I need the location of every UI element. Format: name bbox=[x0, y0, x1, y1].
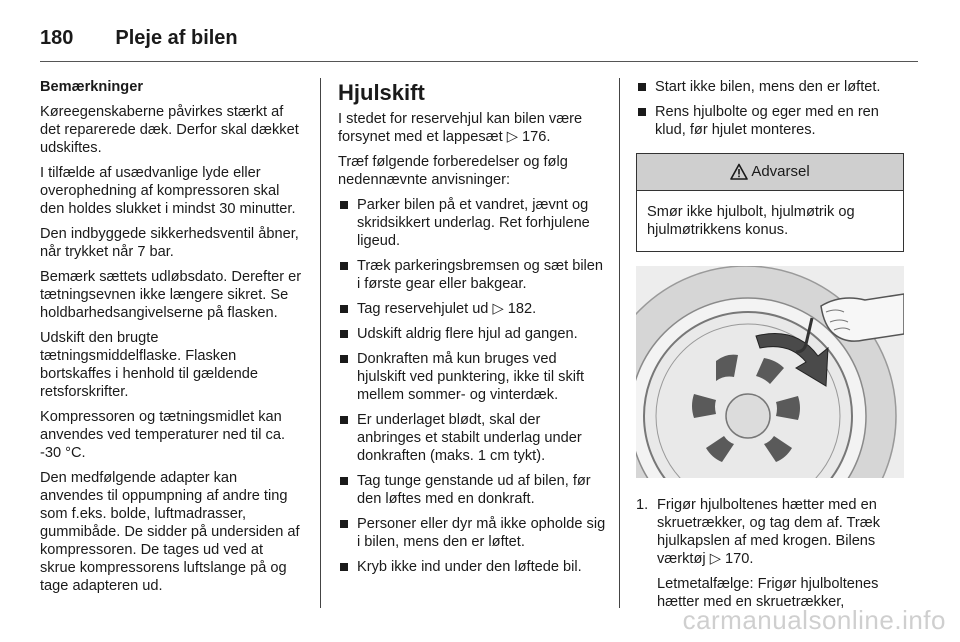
warning-text: Smør ikke hjulbolt, hjulmøtrik og hjulmøtrikkens konus. bbox=[647, 204, 855, 238]
intro-paragraph: I stedet for reservehjul kan bilen være forsynet med et lappesæt ▷ 176. bbox=[338, 111, 583, 145]
hubcap-illustration-drawing bbox=[636, 266, 904, 478]
notes-paragraph: Den indbyggede sikkerhedsventil åbner, når trykket når 7 bar. bbox=[40, 226, 299, 260]
notes-paragraph: Bemærk sættets udløbsdato. Derefter er tætningsevnen ikke længere sikret. Se holdbarhedsangivelserne på flasken. bbox=[40, 269, 302, 321]
column-notes bbox=[40, 78, 302, 602]
notes-paragraph: Den medfølgende adapter kan anvendes til oppumpning af andre ting som f.eks. bolde, luftmadrasser, gummibåde. De sidder på undersiden af kompressoren. De tages ud ved at skrue kompressorens luftslange på og tage adapteren ud. bbox=[40, 470, 300, 594]
list-item: Kryb ikke ind under den løftede bil. bbox=[338, 558, 606, 576]
header-divider bbox=[40, 61, 918, 62]
list-item: Donkraften må kun bruges ved hjulskift ved punktering, ikke til skift mellem sommer- og vinterdæk. bbox=[338, 350, 606, 404]
column-wheel-change bbox=[338, 80, 606, 583]
list-item: Træk parkeringsbremsen og sæt bilen i første gear eller bakgear. bbox=[338, 257, 606, 293]
step-number: 1. bbox=[636, 497, 649, 513]
hubcap-removal-illustration bbox=[636, 266, 904, 478]
list-item: Udskift aldrig flere hjul ad gangen. bbox=[338, 325, 606, 343]
notes-heading: Bemærkninger bbox=[40, 79, 143, 95]
step-item bbox=[636, 496, 904, 611]
notes-paragraph: Køreegenskaberne påvirkes stærkt af det reparerede dæk. Derfor skal dækket udskiftes. bbox=[40, 104, 299, 156]
section-heading: Hjulskift bbox=[338, 80, 425, 105]
step-paragraph: Letmetalfælge: Frigør hjulboltenes hætter med en skruetrækker, bbox=[657, 576, 879, 610]
column-instructions bbox=[636, 78, 904, 618]
preparation-list bbox=[338, 196, 606, 576]
page-title: Pleje af bilen bbox=[115, 26, 238, 49]
precaution-list bbox=[636, 78, 904, 139]
page-header bbox=[40, 18, 920, 58]
list-item: Parker bilen på et vandret, jævnt og skridsikkert underlag. Ret forhjulene ligeud. bbox=[338, 196, 606, 250]
warning-header bbox=[637, 154, 903, 191]
warning-box bbox=[636, 153, 904, 252]
warning-title: Advarsel bbox=[751, 163, 810, 180]
page-number: 180 bbox=[40, 26, 74, 49]
warning-triangle-icon bbox=[730, 163, 748, 181]
step-paragraph: Frigør hjulboltenes hætter med en skruetrækker, og tag dem af. Træk hjulkapslen af med krogen. Bilens værktøj ▷ 170. bbox=[657, 497, 881, 567]
column-divider bbox=[619, 78, 620, 608]
list-item: Tag reservehjulet ud ▷ 182. bbox=[338, 300, 606, 318]
watermark: carmanualsonline.info bbox=[682, 605, 946, 635]
lead-paragraph: Træf følgende forberedelser og følg nedennævnte anvisninger: bbox=[338, 154, 568, 188]
list-item: Rens hjulbolte og eger med en ren klud, før hjulet monteres. bbox=[636, 103, 904, 139]
notes-paragraph: Udskift den brugte tætningsmiddelflaske. Flasken bortskaffes i henhold til gældende retsforskrifter. bbox=[40, 330, 258, 400]
notes-paragraph: Kompressoren og tætningsmidlet kan anvendes ved temperaturer ned til ca. -30 °C. bbox=[40, 409, 285, 461]
list-item: Personer eller dyr må ikke opholde sig i bilen, mens den er løftet. bbox=[338, 515, 606, 551]
list-item: Er underlaget blødt, skal der anbringes et stabilt underlag under donkraften (maks. 1 cm tykt). bbox=[338, 411, 606, 465]
list-item: Start ikke bilen, mens den er løftet. bbox=[636, 78, 904, 96]
notes-paragraph: I tilfælde af usædvanlige lyde eller overophedning af kompressoren skal den holdes slukket i mindst 30 minutter. bbox=[40, 165, 296, 217]
steps-list bbox=[636, 496, 904, 611]
column-divider bbox=[320, 78, 321, 608]
list-item: Tag tunge genstande ud af bilen, før den løftes med en donkraft. bbox=[338, 472, 606, 508]
